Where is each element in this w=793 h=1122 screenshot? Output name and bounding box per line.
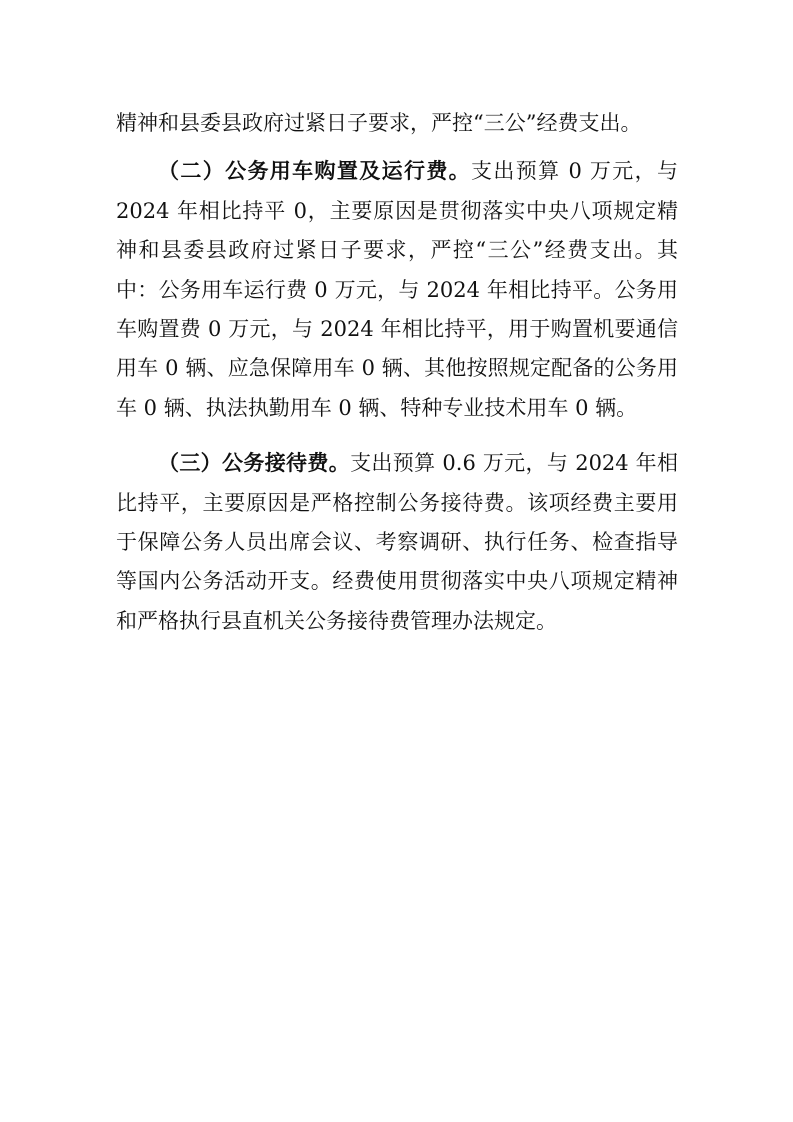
paragraph-text: 支出预算 0.6 万元，与 2024 年相比持平，主要原因是严格控制公务接待费。该项经费主要用于保障公务人员出席会议、考察调研、执行任务、检查指导等国内公务活动开支。经费使用贯彻落实中央八项规定精神和严格执行县直机关公务接待费管理办法规定。 <box>116 451 679 633</box>
section-heading: （二）公务用车购置及运行费。 <box>158 158 472 184</box>
paragraph-text: 精神和县委县政府过紧日子要求，严控“三公”经费支出。 <box>116 111 642 135</box>
document-page <box>116 104 678 641</box>
paragraph-reception-costs <box>116 443 678 641</box>
paragraph-continuation <box>116 104 678 143</box>
paragraph-vehicle-costs <box>116 151 678 428</box>
section-heading: （三）公务接待费。 <box>158 450 351 476</box>
paragraph-text: 支出预算 0 万元，与 2024 年相比持平 0，主要原因是贯彻落实中央八项规定精神和县委县政府过紧日子要求，严控“三公”经费支出。其中：公务用车运行费 0 万元，与 2024 年相比持平。公务用车购置费 0 万元，与 2024 年相比持平，用于购置机要通信用车 0 辆、应急保障用车 0 辆、其他按照规定配备的公务用车 0 辆、执法执勤用车 0 辆、特种专业技术用车 0 辆。 <box>116 159 678 420</box>
